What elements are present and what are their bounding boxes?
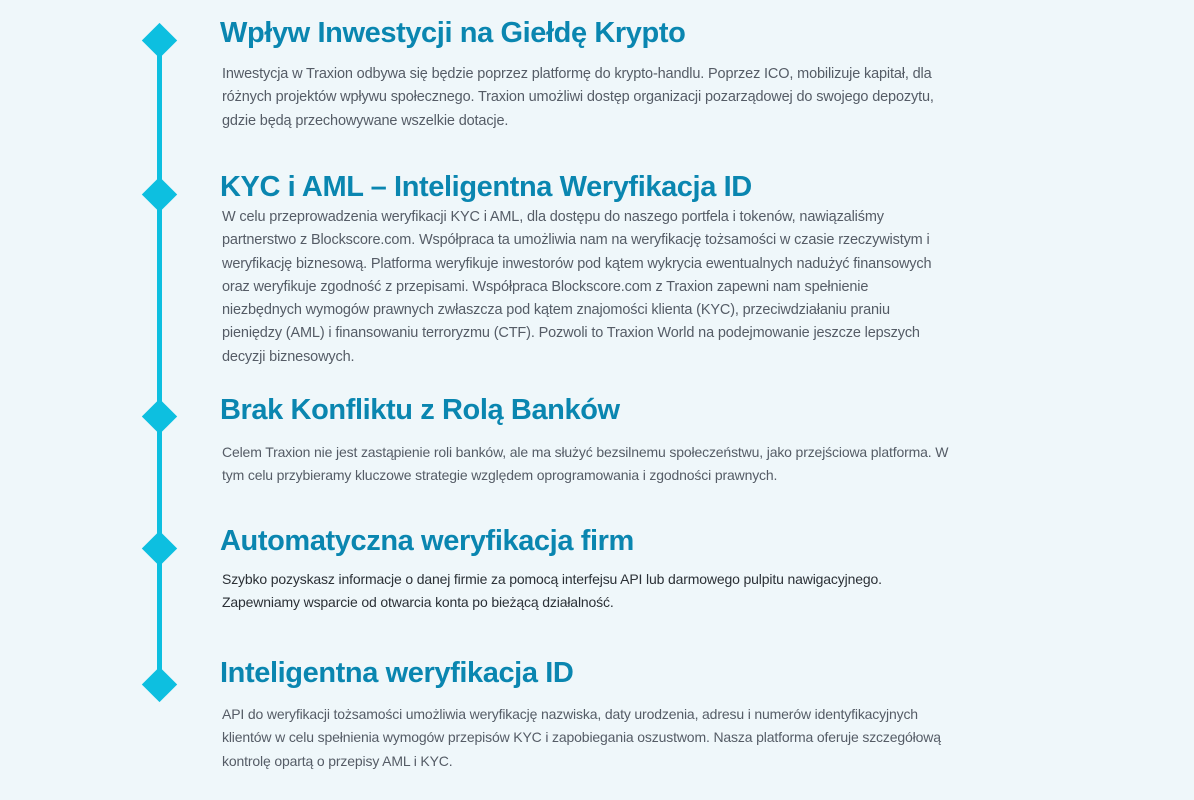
diamond-marker-icon bbox=[142, 23, 177, 58]
section-title: Inteligentna weryfikacja ID bbox=[220, 657, 574, 689]
section-title: Brak Konfliktu z Rolą Banków bbox=[220, 394, 620, 426]
timeline-section-kyc-aml bbox=[220, 170, 950, 369]
section-text: W celu przeprowadzenia weryfikacji KYC i AML, dla dostępu do naszego portfela i tokenów, nawiązaliśmy partnerstwo z Blockscore.com. Współpraca ta umożliwia nam na weryfikację tożsamości w czasie rzeczywistym i weryfikację biznesową. Platforma weryfikuje inwestorów pod kątem wykrycia ewentualnych nadużyć finansowych oraz weryfikuje zgodność z przepisami. Współpraca Blockscore.com z Traxion zapewni nam spełnienie niezbędnych wymogów prawnych zwłaszcza pod kątem znajomości klienta (KYC), przeciwdziałaniu praniu pieniędzy (AML) i finansowaniu terroryzmu (CTF). Pozwoli to Traxion World na podejmowanie jeszcze lepszych decyzji biznesowych. bbox=[222, 209, 932, 365]
section-title: Wpływ Inwestycji na Giełdę Krypto bbox=[220, 17, 686, 49]
section-text: Szybko pozyskasz informacje o danej firmie za pomocą interfejsu API lub darmowego pulpitu nawigacyjnego. Zapewniamy wsparcie od otwarcia konta po bieżącą działalność. bbox=[222, 571, 882, 611]
timeline-section-id-verification bbox=[220, 656, 950, 773]
diamond-marker-icon bbox=[142, 667, 177, 702]
diamond-marker-icon bbox=[142, 399, 177, 434]
timeline-section-banks bbox=[220, 393, 950, 488]
diamond-marker-icon bbox=[142, 531, 177, 566]
diamond-marker-icon bbox=[142, 177, 177, 212]
timeline-section-investment bbox=[220, 16, 950, 133]
section-text: API do weryfikacji tożsamości umożliwia weryfikację nazwiska, daty urodzenia, adresu i numerów identyfikacyjnych klientów w celu spełnienia wymogów przepisów KYC i zapobiegania oszustwom. Nasza platforma oferuje szczegółową kontrolę opartą o przepisy AML i KYC. bbox=[222, 706, 941, 769]
timeline-line bbox=[157, 40, 162, 685]
section-text: Celem Traxion nie jest zastąpienie roli banków, ale ma służyć bezsilnemu społeczeństwu, jako przejściowa platforma. W tym celu przybieramy kluczowe strategie względem oprogramowania i zgodności prawnych. bbox=[222, 444, 949, 484]
timeline-section-company-verification bbox=[220, 524, 950, 615]
section-title: KYC i AML – Inteligentna Weryfikacja ID bbox=[220, 171, 752, 203]
section-text: Inwestycja w Traxion odbywa się będzie poprzez platformę do krypto-handlu. Poprzez ICO, mobilizuje kapitał, dla różnych projektów wpływu społecznego. Traxion umożliwi dostęp organizacji pozarządowej do swojego depozytu, gdzie będą przechowywane wszelkie dotacje. bbox=[222, 66, 934, 129]
section-title: Automatyczna weryfikacja firm bbox=[220, 525, 634, 557]
